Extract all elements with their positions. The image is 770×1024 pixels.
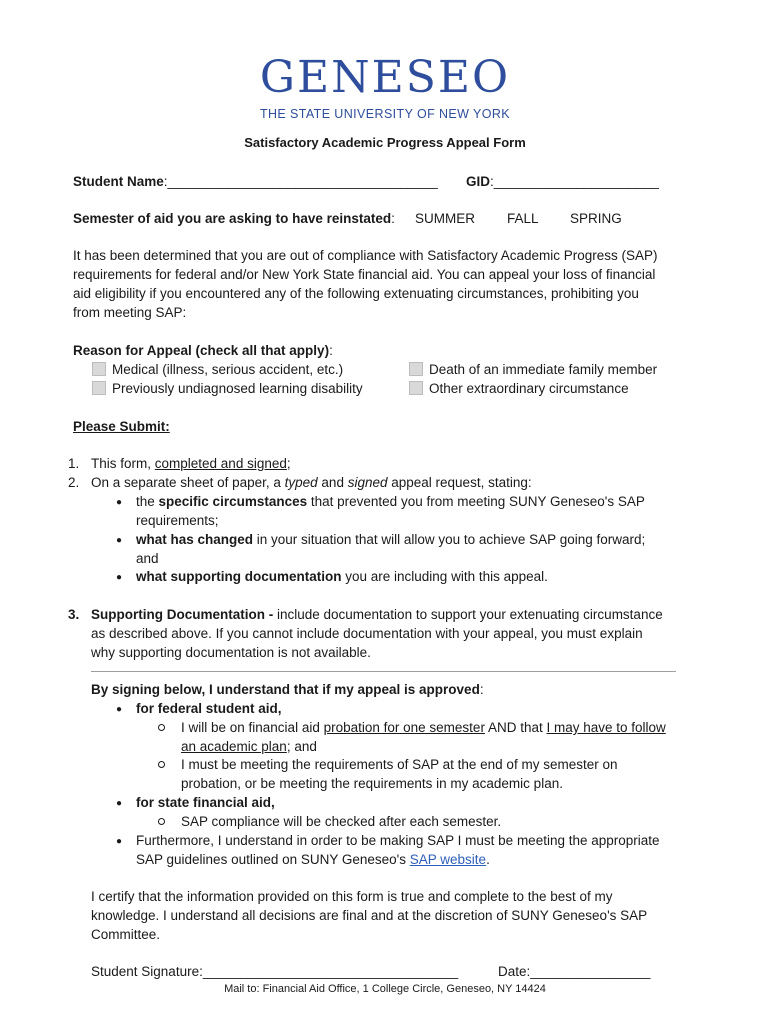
reason-other[interactable]: Other extraordinary circumstance — [409, 381, 629, 396]
reason-medical[interactable]: Medical (illness, serious accident, etc.) — [92, 362, 343, 377]
submit-item-3-cont: as described above. If you cannot include documentation with your appeal, you must explain — [91, 626, 643, 641]
bullet-icon: ● — [116, 704, 123, 715]
list-number: 1. — [68, 456, 80, 471]
student-name-label: Student Name — [73, 174, 164, 189]
submit-bullet-3: what supporting documentation you are including with this appeal. — [136, 569, 548, 584]
reason-heading: Reason for Appeal (check all that apply) — [73, 343, 330, 358]
checkbox-icon[interactable] — [409, 362, 423, 376]
submit-item-2: On a separate sheet of paper, a typed and signed appeal request, stating: — [91, 475, 532, 490]
intro-line: aid eligibility if you encountered any of the following extenuating circumstances, prohibiting you — [73, 286, 639, 301]
gid-field[interactable]: :______________________ — [490, 174, 659, 189]
checkbox-icon[interactable] — [409, 381, 423, 395]
submit-bullet-2-cont: and — [136, 551, 159, 566]
gid-label: GID — [466, 174, 491, 189]
semester-row: Semester of aid you are asking to have reinstated: — [73, 211, 395, 226]
student-name-row — [73, 174, 438, 189]
signature-label: Student Signature: — [91, 964, 203, 979]
state-aid-heading: for state financial aid, — [136, 795, 275, 810]
intro-line: from meeting SAP: — [73, 305, 187, 320]
federal-item-2-cont: probation, or be meeting the requirements in my academic plan. — [181, 776, 563, 791]
reason-learning-disability[interactable]: Previously undiagnosed learning disability — [92, 381, 363, 396]
semester-option-fall[interactable]: FALL — [507, 211, 539, 226]
submit-bullet-1-cont: requirements; — [136, 513, 219, 528]
submit-item-3-cont: why supporting documentation is not available. — [91, 645, 371, 660]
intro-line: It has been determined that you are out of compliance with Satisfactory Academic Progress (SAP) — [73, 248, 658, 263]
please-submit-heading: Please Submit: — [73, 419, 170, 434]
semester-label: Semester of aid you are asking to have reinstated — [73, 211, 392, 226]
circle-bullet-icon — [158, 818, 165, 825]
federal-item-2: I must be meeting the requirements of SAP at the end of my semester on — [181, 757, 618, 772]
form-title: Satisfactory Academic Progress Appeal Form — [244, 135, 526, 150]
bullet-icon: ● — [116, 798, 123, 809]
date-label: Date: — [498, 964, 531, 979]
submit-item-3: Supporting Documentation - include documentation to support your extenuating circumstance — [91, 607, 663, 622]
submit-item-1: This form, completed and signed; — [91, 456, 291, 471]
bullet-icon: ● — [116, 497, 123, 508]
signing-heading-row: By signing below, I understand that if my appeal is approved: — [91, 682, 484, 697]
certify-line: I certify that the information provided on this form is true and complete to the best of my — [91, 889, 613, 904]
bullet-icon: ● — [116, 836, 123, 847]
intro-line: requirements for federal and/or New York State financial aid. You can appeal your loss of financial — [73, 267, 656, 282]
list-number: 2. — [68, 475, 80, 490]
semester-option-spring[interactable]: SPRING — [570, 211, 622, 226]
logo-subtitle: THE STATE UNIVERSITY OF NEW YORK — [259, 107, 511, 121]
furthermore-line-cont: SAP guidelines outlined on SUNY Geneseo's SAP website. — [136, 852, 490, 867]
signature-row — [91, 964, 458, 979]
mailing-address: Mail to: Financial Aid Office, 1 College Circle, Geneseo, NY 14424 — [224, 983, 546, 995]
checkbox-icon[interactable] — [92, 381, 106, 395]
semester-option-summer[interactable]: SUMMER — [415, 211, 475, 226]
submit-bullet-2: what has changed in your situation that will allow you to achieve SAP going forward; — [136, 532, 646, 547]
divider — [91, 671, 676, 672]
student-name-field[interactable]: :____________________________________ — [163, 174, 438, 189]
bullet-icon: ● — [116, 535, 123, 546]
completed-signed-text: completed and signed — [154, 456, 287, 471]
submit-bullet-1: the specific circumstances that prevented you from meeting SUNY Geneseo's SAP — [136, 494, 645, 509]
circle-bullet-icon — [158, 724, 165, 731]
gid-row — [466, 174, 659, 189]
certify-line: Committee. — [91, 927, 161, 942]
geneseo-logo: GENESEO — [259, 52, 511, 103]
state-item-1: SAP compliance will be checked after each semester. — [181, 814, 502, 829]
reason-death-family[interactable]: Death of an immediate family member — [409, 362, 657, 377]
list-number: 3. — [68, 607, 80, 622]
signature-field[interactable]: __________________________________ — [202, 964, 459, 979]
date-row — [498, 964, 650, 979]
federal-item-1: I will be on financial aid probation for one semester AND that I may have to follow — [181, 720, 666, 735]
reason-heading-row: Reason for Appeal (check all that apply): — [73, 343, 333, 358]
circle-bullet-icon — [158, 761, 165, 768]
date-field[interactable]: ________________ — [530, 964, 651, 979]
checkbox-icon[interactable] — [92, 362, 106, 376]
federal-aid-heading: for federal student aid, — [136, 701, 282, 716]
signing-heading: By signing below, I understand that if my appeal is approved — [91, 682, 480, 697]
furthermore-line: Furthermore, I understand in order to be making SAP I must be meeting the appropriate — [136, 833, 660, 848]
sap-website-link[interactable]: SAP website — [409, 852, 487, 867]
bullet-icon: ● — [116, 572, 123, 583]
certify-line: knowledge. I understand all decisions are final and at the discretion of SUNY Geneseo's SAP — [91, 908, 648, 923]
federal-item-1-cont: an academic plan; and — [181, 739, 317, 754]
